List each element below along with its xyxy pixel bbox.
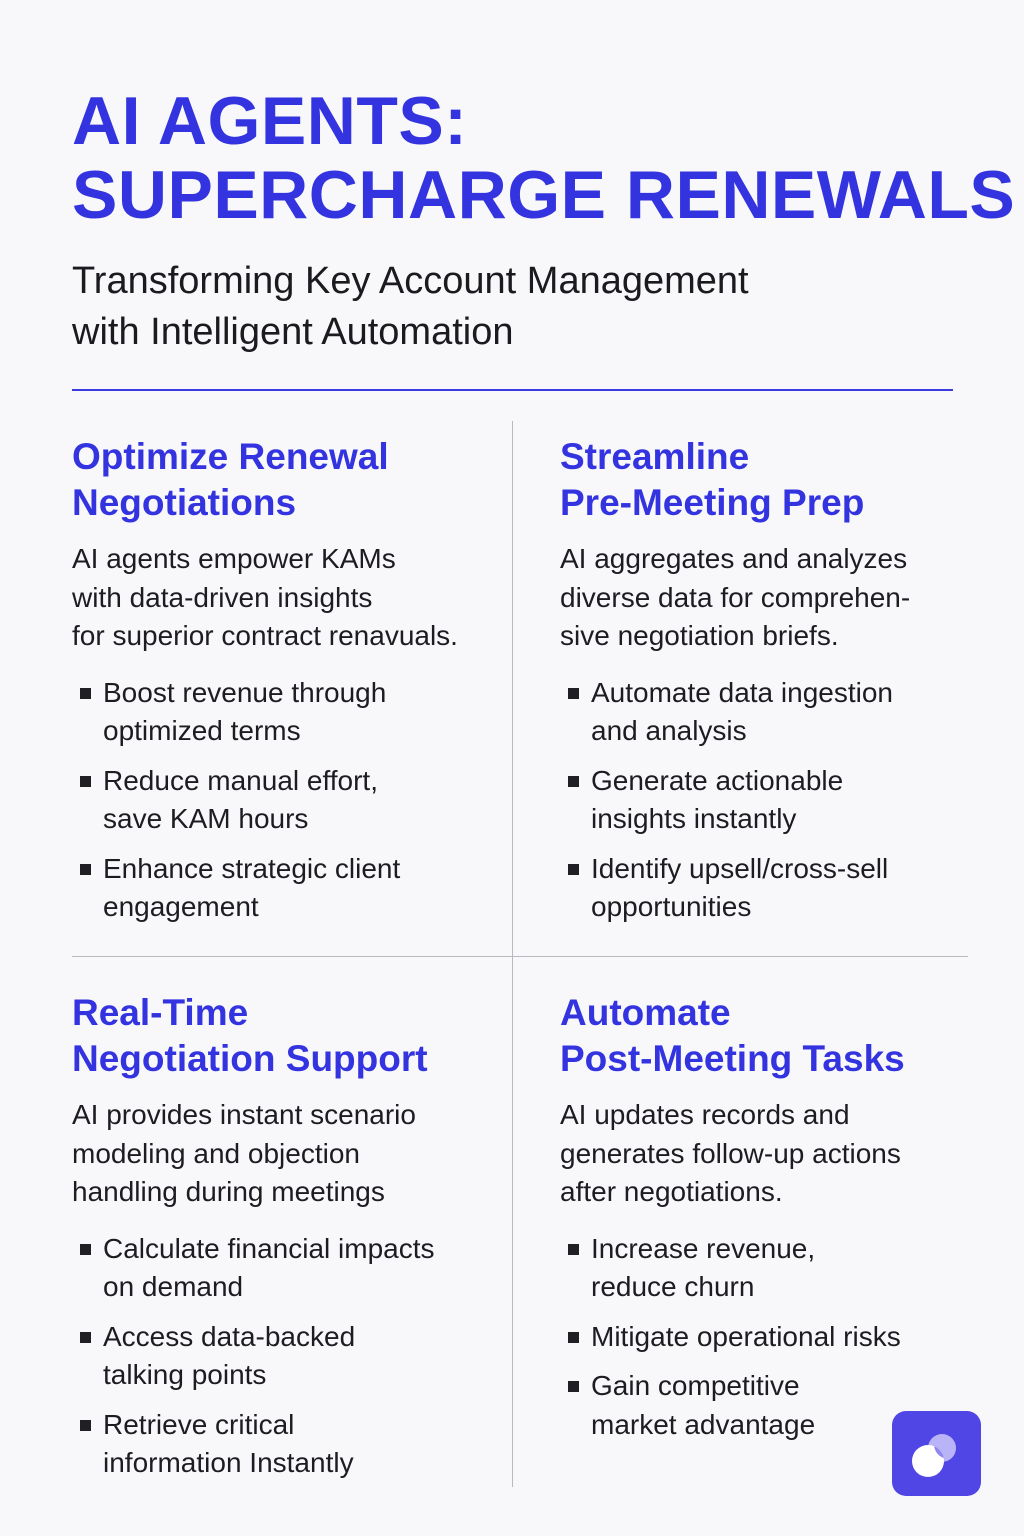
- section-description-line: generates follow-up actions: [560, 1137, 901, 1169]
- bullet-text-line: Retrieve critical: [103, 1408, 295, 1440]
- bullet-text-line: Gain competitive: [591, 1370, 800, 1401]
- section-description-line: AI updates records and: [560, 1099, 850, 1130]
- bullet-text-line: market advantage: [591, 1408, 816, 1440]
- section-optimize-renewal-negotiations: [72, 434, 512, 938]
- overlapping-circles-logo-icon: [892, 1411, 981, 1496]
- bullet-text-line: reduce churn: [591, 1271, 755, 1302]
- section-title: [560, 990, 1000, 1082]
- section-title-line: Pre-Meeting Prep: [560, 482, 865, 523]
- bullet-list: [72, 1230, 512, 1483]
- section-title: [72, 990, 512, 1082]
- section-description: [560, 1096, 1000, 1212]
- bullet-item: [72, 1318, 512, 1395]
- row-divider: [72, 956, 968, 957]
- bullet-square-icon: [80, 1420, 91, 1431]
- bullet-text-line: engagement: [103, 891, 259, 922]
- bullet-item: [560, 674, 1000, 751]
- bullet-item: [72, 674, 512, 751]
- bullet-text-line: on demand: [103, 1271, 244, 1302]
- bullet-square-icon: [80, 688, 91, 699]
- bullet-item: [560, 1230, 1000, 1307]
- bullet-square-icon: [80, 864, 91, 875]
- page-subtitle-line-1: Transforming Key Account Management: [72, 260, 749, 302]
- section-description-line: for superior contract renavuals.: [72, 620, 458, 651]
- section-real-time-negotiation-support: [72, 990, 512, 1494]
- bullet-text-line: optimized terms: [103, 715, 301, 746]
- section-description-line: AI agents empower KAMs: [72, 543, 396, 574]
- app-logo[interactable]: [892, 1411, 981, 1496]
- bullet-item: [560, 1318, 1000, 1357]
- bullet-item: [72, 762, 512, 839]
- bullet-text-line: Calculate financial impacts: [103, 1232, 435, 1264]
- bullet-square-icon: [568, 1244, 579, 1255]
- page-subtitle-line-2: with Intelligent Automation: [72, 311, 514, 353]
- bullet-text-line: Generate actionable: [591, 764, 844, 796]
- bullet-text-line: information Instantly: [103, 1447, 354, 1478]
- section-title-line: Negotiation Support: [72, 1038, 428, 1079]
- bullet-square-icon: [80, 1332, 91, 1343]
- bullet-text-line: Automate data ingestion: [591, 676, 893, 708]
- bullet-list: [560, 674, 1000, 927]
- bullet-square-icon: [80, 776, 91, 787]
- section-automate-post-meeting-tasks: [560, 990, 1000, 1455]
- section-title-line: Optimize Renewal: [72, 436, 389, 477]
- section-description: [72, 1096, 512, 1212]
- section-title: [72, 434, 512, 526]
- bullet-square-icon: [568, 864, 579, 875]
- bullet-item: [560, 762, 1000, 839]
- bullet-square-icon: [568, 1332, 579, 1343]
- section-title-line: Streamline: [560, 436, 750, 477]
- bullet-text-line: Access data-backed: [103, 1320, 356, 1352]
- bullet-text-line: talking points: [103, 1359, 267, 1390]
- bullet-item: [72, 1406, 512, 1483]
- bullet-text-line: insights instantly: [591, 803, 797, 834]
- bullet-square-icon: [568, 776, 579, 787]
- bullet-square-icon: [568, 688, 579, 699]
- section-description-line: AI provides instant scenario: [72, 1099, 416, 1130]
- section-description-line: handling during meetings: [72, 1176, 385, 1207]
- bullet-text-line: Boost revenue through: [103, 676, 387, 708]
- section-description-line: AI aggregates and analyzes: [560, 543, 908, 574]
- bullet-list: [72, 674, 512, 927]
- bullet-text-line: Reduce manual effort,: [103, 764, 378, 796]
- section-description-line: sive negotiation briefs.: [560, 620, 839, 651]
- page-title-line-1: AI AGENTS:: [72, 83, 468, 159]
- bullet-text-line: Enhance strategic client: [103, 852, 401, 884]
- section-description-line: diverse data for comprehen-: [560, 581, 911, 613]
- bullet-item: [72, 1230, 512, 1307]
- bullet-square-icon: [80, 1244, 91, 1255]
- section-title-line: Negotiations: [72, 482, 297, 523]
- section-title: [560, 434, 1000, 526]
- bullet-text-line: save KAM hours: [103, 803, 309, 834]
- bullet-text-line: Identify upsell/cross-sell: [591, 852, 889, 884]
- bullet-text-line: opportunities: [591, 891, 752, 922]
- header-divider: [72, 389, 953, 391]
- section-description-line: after negotiations.: [560, 1176, 783, 1207]
- bullet-square-icon: [568, 1381, 579, 1392]
- page-subtitle: [72, 256, 892, 358]
- bullet-text-line: Mitigate operational risks: [591, 1320, 901, 1352]
- section-description: [560, 540, 1000, 656]
- page-title-line-2: SUPERCHARGE RENEWALS: [72, 157, 1016, 233]
- section-title-line: Automate: [560, 992, 731, 1033]
- section-streamline-pre-meeting-prep: [560, 434, 1000, 938]
- bullet-item: [72, 850, 512, 927]
- bullet-item: [560, 850, 1000, 927]
- page-title: [72, 83, 1016, 233]
- bullet-text-line: Increase revenue,: [591, 1232, 816, 1264]
- section-description-line: modeling and objection: [72, 1137, 360, 1169]
- section-title-line: Post-Meeting Tasks: [560, 1038, 905, 1079]
- bullet-text-line: and analysis: [591, 715, 747, 746]
- section-title-line: Real-Time: [72, 992, 249, 1033]
- section-description: [72, 540, 512, 656]
- column-divider: [512, 421, 513, 1487]
- section-description-line: with data-driven insights: [72, 581, 373, 613]
